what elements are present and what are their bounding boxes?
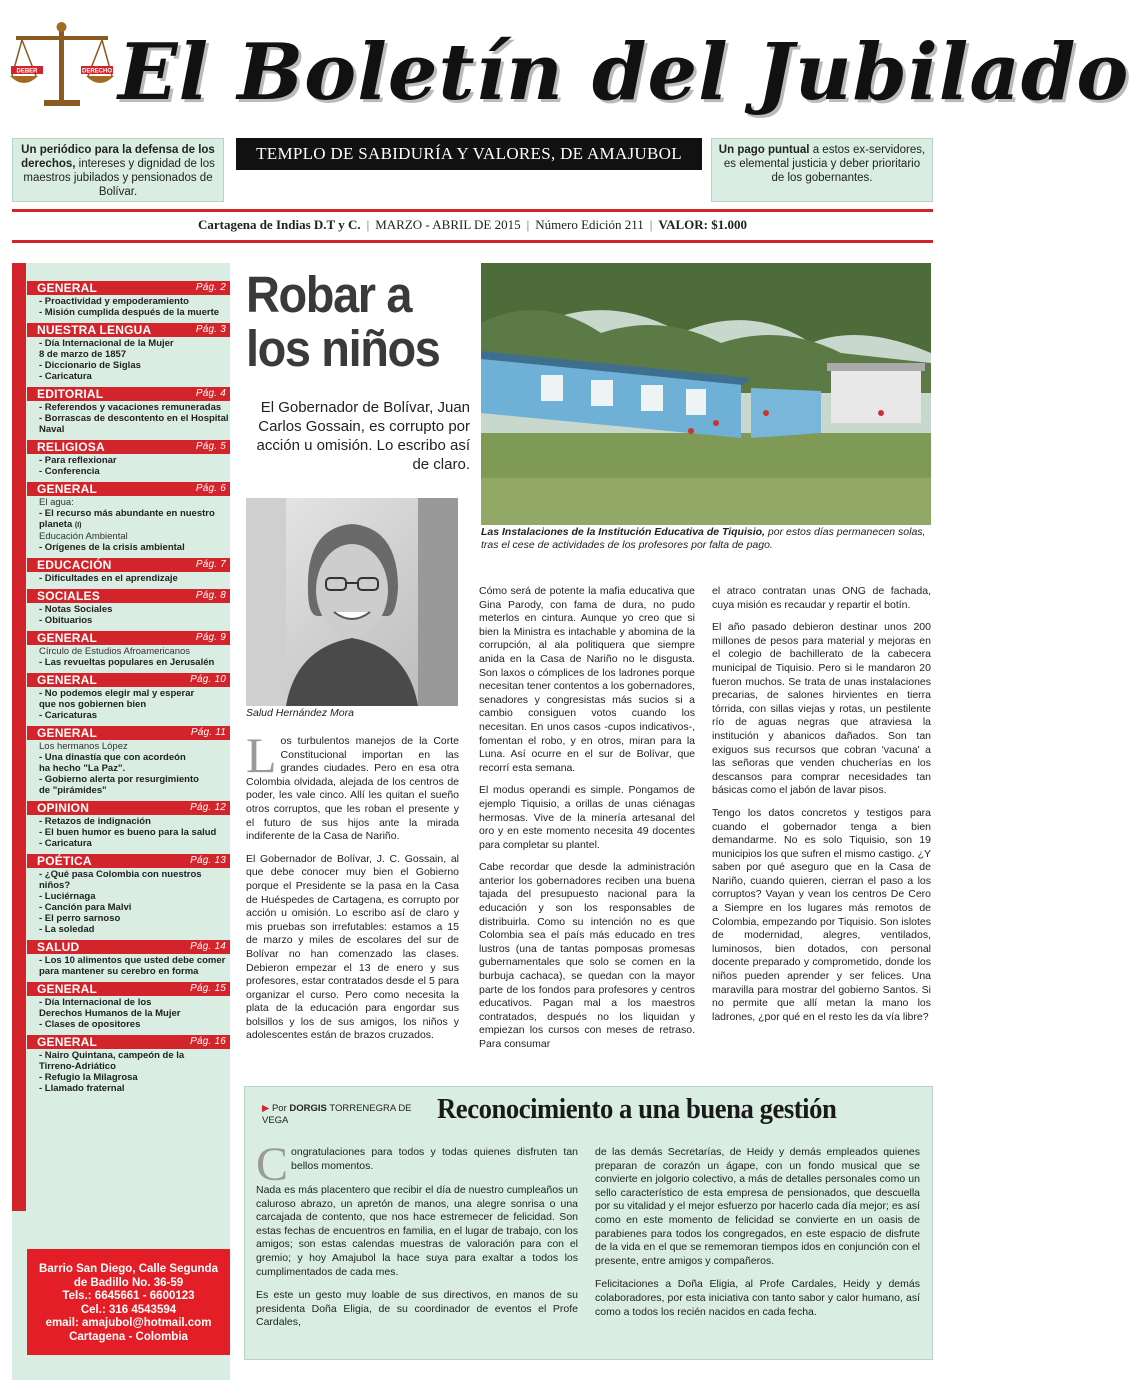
toc-section-header bbox=[27, 440, 230, 454]
toc-section-name: GENERAL bbox=[37, 982, 98, 996]
toc-section-header bbox=[27, 631, 230, 645]
toc-item bbox=[39, 604, 230, 615]
secondary-paragraph: ongratulaciones para todos y todas quienes disfruten tan bellos momentos. bbox=[291, 1146, 578, 1172]
toc-item-text: - Refugio la Milagrosa bbox=[39, 1072, 138, 1083]
toc-item-text: - ¿Qué pasa Colombia con nuestros niños? bbox=[39, 869, 202, 891]
toc-item bbox=[39, 497, 230, 508]
secondary-paragraph: Nada es más placentero que recibir el día de nuestro cumpleaños un caluroso abrazo, un apretón de manos, una alegre sonrisa o una carcajada de contento, que nos hace estremecer de felicidad. Son estas fechas de encuentros en familia, en el lugar de trabajo, con los amigos; son estas calendas muestras de valoración para con el gremio; y hoy Amajubol la hace suya para exaltar a todos los cumplimentados de cada mes. bbox=[256, 1184, 578, 1278]
masthead-title: El Boletín del Jubilado bbox=[118, 27, 1129, 118]
toc-section-name: EDITORIAL bbox=[37, 387, 104, 401]
toc-section-header bbox=[27, 558, 230, 572]
toc-item bbox=[39, 955, 230, 966]
contact-line: Barrio San Diego, Calle Segunda bbox=[39, 1263, 218, 1275]
byline-prefix: Por bbox=[271, 1103, 287, 1114]
toc-item-text: Educación Ambiental bbox=[39, 531, 128, 542]
motto-left-text: intereses y dignidad de los maestros jubilados y pensionados de Bolívar. bbox=[23, 158, 215, 198]
dateline-date: MARZO - ABRIL DE 2015 bbox=[375, 217, 521, 232]
school-photo-caption bbox=[481, 526, 931, 552]
toc-item-text: Los hermanos López bbox=[39, 741, 128, 752]
toc-section bbox=[27, 589, 230, 626]
toc-item bbox=[39, 913, 230, 924]
toc-item bbox=[39, 1050, 230, 1061]
toc-item-text: - Diccionario de Siglas bbox=[39, 360, 141, 371]
motto-right-bold: Un pago puntual bbox=[718, 144, 810, 156]
toc-page-number: Pág. 2 bbox=[195, 282, 226, 293]
secondary-column-2 bbox=[595, 1146, 920, 1329]
toc-item-text: ha hecho "La Paz". bbox=[39, 763, 126, 774]
dateline-price: VALOR: $1.000 bbox=[658, 217, 748, 232]
toc-section bbox=[27, 440, 230, 477]
dateline-edition: Número Edición 211 bbox=[535, 217, 644, 232]
toc-item-text: - Día Internacional de los bbox=[39, 997, 152, 1008]
toc-item bbox=[39, 573, 230, 584]
toc-item-text: - Borrascas de descontento en el Hospital Naval bbox=[39, 413, 229, 435]
toc-section bbox=[27, 631, 230, 668]
toc-item-text: de "pirámides" bbox=[39, 785, 107, 796]
toc-page-number: Pág. 11 bbox=[190, 727, 226, 738]
toc-item bbox=[39, 402, 230, 413]
toc-item bbox=[39, 349, 230, 360]
toc-item-text: - La soledad bbox=[39, 924, 95, 935]
toc-item bbox=[39, 966, 230, 977]
toc-section-name: RELIGIOSA bbox=[37, 440, 105, 454]
toc-section bbox=[27, 982, 230, 1030]
toc-section-name: GENERAL bbox=[37, 726, 98, 740]
toc-item bbox=[39, 785, 230, 796]
toc-item bbox=[39, 413, 230, 435]
toc-section bbox=[27, 1035, 230, 1094]
toc-item-text: para mantener su cerebro en forma bbox=[39, 966, 199, 977]
toc-item-text: que nos gobiernen bien bbox=[39, 699, 147, 710]
toc-item bbox=[39, 338, 230, 349]
toc-item-text: - Para reflexionar bbox=[39, 455, 117, 466]
toc-item bbox=[39, 508, 230, 531]
byline-arrow-icon: ▶ bbox=[262, 1103, 272, 1114]
school-caption-bold: Las Instalaciones de la Institución Educativa de Tiquisio, bbox=[481, 526, 765, 538]
motto-right bbox=[711, 138, 933, 202]
school-photo bbox=[481, 263, 931, 525]
toc-section-header bbox=[27, 387, 230, 401]
toc-section bbox=[27, 323, 230, 382]
toc-section bbox=[27, 801, 230, 849]
toc-page-number: Pág. 6 bbox=[195, 483, 226, 494]
toc-section-header bbox=[27, 854, 230, 868]
secondary-column-1 bbox=[256, 1138, 578, 1340]
toc-item-text: - Misión cumplida después de la muerte bbox=[39, 307, 220, 318]
motto-left bbox=[12, 138, 224, 202]
toc-item bbox=[39, 646, 230, 657]
toc-page-number: Pág. 9 bbox=[195, 632, 226, 643]
toc-item bbox=[39, 710, 230, 721]
toc-section-header bbox=[27, 801, 230, 815]
article-paragraph: el atraco contratan unas ONG de fachada, cuya misión es recaudar y repartir el botín. bbox=[712, 585, 931, 611]
toc-section bbox=[27, 726, 230, 796]
toc-item bbox=[39, 741, 230, 752]
table-of-contents bbox=[27, 281, 230, 1099]
scale-left-label: DEBER bbox=[16, 68, 38, 75]
toc-section-header bbox=[27, 940, 230, 954]
secondary-paragraph: de las demás Secretarías, de Heidy y demás empleados quienes preparan de corazón un ágape, con un fondo musical que se convierte en jolgorio colectivo, a más de detalles personales como un sello característico de esta empresa de pensionados, que descuella por su vitalidad y el mejor esfuerzo por hacerlo cada día mejor; es así como en este momento de felicidad se convierte en un oasis de parabienes para todos los congregados, en este espacio de disfrute de la vida en el que se rememoran tiempos idos en conjunción con el presente, entre amigos y compañeros. bbox=[595, 1146, 920, 1267]
toc-page-number: Pág. 4 bbox=[195, 388, 226, 399]
toc-section-name: GENERAL bbox=[37, 1035, 98, 1049]
toc-section-header bbox=[27, 281, 230, 295]
toc-page-number: Pág. 5 bbox=[195, 441, 226, 452]
toc-item-text: - Los 10 alimentos que usted debe comer bbox=[39, 955, 226, 966]
toc-item-text: - Orígenes de la crisis ambiental bbox=[39, 542, 185, 553]
dropcap: C bbox=[256, 1138, 289, 1191]
toc-page-number: Pág. 16 bbox=[190, 1036, 226, 1047]
toc-section bbox=[27, 387, 230, 435]
toc-item-text: - Notas Sociales bbox=[39, 604, 113, 615]
article-column-3 bbox=[712, 585, 931, 1033]
toc-item-text: - El buen humor es bueno para la salud bbox=[39, 827, 217, 838]
toc-item-text: - Caricatura bbox=[39, 838, 92, 849]
toc-item-text: - Luciérnaga bbox=[39, 891, 96, 902]
toc-item bbox=[39, 688, 230, 699]
toc-item bbox=[39, 997, 230, 1008]
toc-item bbox=[39, 1072, 230, 1083]
toc-section-name: SOCIALES bbox=[37, 589, 100, 603]
toc-section-name: GENERAL bbox=[37, 631, 98, 645]
article-paragraph: El año pasado debieron destinar unos 200 millones de pesos para material y mejoras en el colegio de bachillerato de la cabecera municipal de Tiquisio. Pero si le mandaron 20 fueron muchos. Se trata de unas instalaciones precarias, de salones hirvientes en tierra tórrida, con sillas viejas y rotas, un pestilente río de aguas negras que atraviesa la institución y abanicos dañados. Son tan exiguos sus recursos que cobran 'vacuna' a las señoras que venden chucherías en los descansos para comprar necesidades tan básicas como el jabón de lavar pisos. bbox=[712, 621, 931, 797]
toc-item bbox=[39, 360, 230, 371]
toc-item bbox=[39, 902, 230, 913]
toc-item-text: - Conferencia bbox=[39, 466, 100, 477]
toc-section-name: POÉTICA bbox=[37, 854, 92, 868]
toc-page-number: Pág. 15 bbox=[190, 983, 226, 994]
toc-section-name: GENERAL bbox=[37, 673, 98, 687]
toc-item-text: Tirreno-Adriático bbox=[39, 1061, 116, 1072]
toc-section bbox=[27, 558, 230, 584]
toc-item bbox=[39, 466, 230, 477]
toc-item-text: - Referendos y vacaciones remuneradas bbox=[39, 402, 222, 413]
divider-bottom bbox=[12, 240, 933, 243]
toc-item-text: - No podemos elegir mal y esperar bbox=[39, 688, 195, 699]
toc-item bbox=[39, 657, 230, 668]
toc-item bbox=[39, 1061, 230, 1072]
toc-item-text: - Proactividad y empoderamiento bbox=[39, 296, 189, 307]
toc-section-header bbox=[27, 323, 230, 337]
toc-item-text: 8 de marzo de 1857 bbox=[39, 349, 127, 360]
motto-right-text: a estos ex-servidores, es elemental justicia y deber prioritario de los gobernantes. bbox=[723, 144, 926, 184]
contact-line: Cartagena - Colombia bbox=[69, 1330, 188, 1343]
toc-section-header bbox=[27, 982, 230, 996]
byline-name: DORGIS bbox=[289, 1103, 327, 1114]
article-paragraph: Cabe recordar que desde la administración anterior los gobernadores reciben una buena tajada del presupuesto nacional para la educación y son los responsables de distribuirla. Como su intención no es que Colombia sea el país más educado en tres lustros (una de tantas pomposas promesas gubernamentales que solo se comen en la burbuja cachaca), se quedan con la mayor parte de los fondos para profesores y centros educativos. Pagan mal a los maestros contratados, después no los liquidan y empiezan los cursos con meses de retraso. Para consumar bbox=[479, 861, 695, 1050]
divider-top bbox=[12, 209, 933, 212]
toc-item bbox=[39, 774, 230, 785]
article-paragraph: El Gobernador de Bolívar, J. C. Gossain, al que debe conocer muy bien el Gobierno porque el Presidente se la pasa en la Casa de Huéspedes de Cartagena, es corrupto por acción u omisión. Lo escribo así de claro y mis pruebas son irrefutables: estamos a 15 de marzo y miles de escolares del sur de Bolívar no han comenzado las clases. Debieron empezar el 13 de enero y sus profesores, estar contratados desde el 5 para organizar el curso. Pero como necesita la plata de la educación para engordar sus bolsillos y los de sus amigos, los niños y adolescentes están de brazos cruzados. bbox=[246, 852, 459, 1042]
toc-section-name: NUESTRA LENGUA bbox=[37, 323, 152, 337]
toc-item-text: Círculo de Estudios Afroamericanos bbox=[39, 646, 191, 657]
toc-item-text: - Obituarios bbox=[39, 615, 93, 626]
toc-item bbox=[39, 531, 230, 542]
headline-deck: El Gobernador de Bolívar, Juan Carlos Gossain, es corrupto por acción u omisión. Lo escribo así de claro. bbox=[256, 399, 470, 473]
toc-item bbox=[39, 307, 230, 318]
article-paragraph: Cómo será de potente la mafia educativa que Gina Parody, con fama de dura, no pudo meterlos en cintura. Aunque yo creo que si bien la Ministra es intachable y abomina de la corrupción, al ala politiquera que siempre anida en la Casa de Nariño no le disgusta. Son laxos o cómplices de los ladrones porque necesitan tener contentos a los gobernadores, senadores y congresistas más sucios si a cambio consiguen votos cuando los necesitan. En unos casos -cupos indicativos-, fomentan el robo, y en otros, miran para la Luna. Así ocurre en el sur de Bolívar, que recorrí esta semana. bbox=[479, 585, 695, 774]
article-paragraph: os turbulentos manejos de la Corte Constitucional importan en las grandes ciudades. Pero en esa otra Colombia olvidada, alejada de los centros de poder, les vale cinco. Allí les quitan el sueño otros corruptos, que les roban el presente y el futuro de sus hijos ante la mirada indiferente de la Casa de Nariño. bbox=[246, 735, 459, 843]
toc-page-number: Pág. 3 bbox=[195, 324, 226, 335]
toc-section-header bbox=[27, 1035, 230, 1049]
toc-item bbox=[39, 296, 230, 307]
toc-item-text: - Retazos de indignación bbox=[39, 816, 151, 827]
toc-item-text: El agua: bbox=[39, 497, 74, 508]
toc-section-name: SALUD bbox=[37, 940, 80, 954]
toc-section bbox=[27, 854, 230, 935]
dropcap: L bbox=[246, 727, 277, 783]
secondary-headline: Reconocimiento a una buena gestión bbox=[437, 1093, 837, 1125]
contact-line: Cel.: 316 4543594 bbox=[80, 1303, 177, 1316]
toc-item bbox=[39, 542, 230, 553]
article-column-1 bbox=[246, 727, 459, 1052]
toc-item bbox=[39, 763, 230, 774]
toc-page-number: Pág. 14 bbox=[190, 941, 226, 952]
toc-section bbox=[27, 281, 230, 318]
article-paragraph: El modus operandi es simple. Pongamos de ejemplo Tiquisio, a orillas de unas ciénagas hermosas. Vive de la minería artesanal del oro y en este momento necesita 49 docentes para completar su plantel. bbox=[479, 784, 695, 851]
toc-page-number: Pág. 12 bbox=[190, 802, 226, 813]
dateline: Cartagena de Indias D.T y C. | MARZO - ABRIL DE 2015 | Número Edición 211 | VALOR: $1.000 bbox=[197, 217, 748, 232]
article-paragraph: Tengo los datos concretos y testigos para cuando el gobernador tenga a bien demandarme. No es solo Tiquisio, son 19 municipios los que sufren el mismo castigo. ¿Y saben por qué aseguro que en la Casa de Nariño, cuando quieren, cierran el paso a los corruptos? Vayan y vean los centros De Cero a Siempre en los lugares más remotos de Colombia, empezando por Tiquisio. Son islotes de modernidad, alegres, ventilados, luminosos, bien dotados, con personal docente preparado y comprometido, donde los niños pueden aprender y ser felices. Una maravilla para mostrar del gobierno Santos. Si no permite que allí metan la mano los ladrones, ¿por qué en el resto les da vía libre? bbox=[712, 806, 931, 1023]
toc-section-name: GENERAL bbox=[37, 281, 98, 295]
toc-item bbox=[39, 1083, 230, 1094]
toc-item bbox=[39, 827, 230, 838]
toc-page-number: Pág. 10 bbox=[190, 674, 226, 685]
sidebar-red-strip bbox=[12, 263, 26, 1211]
toc-section-name: EDUCACIÓN bbox=[37, 558, 112, 572]
toc-item-text: - El recurso más abundante en nuestro planeta bbox=[39, 508, 215, 530]
toc-item bbox=[39, 891, 230, 902]
toc-section-header bbox=[27, 673, 230, 687]
toc-item-text: - Una dinastía que con acordeón bbox=[39, 752, 186, 763]
headline-line2: los niños bbox=[246, 320, 440, 377]
toc-item-text: - Canción para Malvi bbox=[39, 902, 132, 913]
toc-section bbox=[27, 940, 230, 977]
toc-page-number: Pág. 13 bbox=[190, 855, 226, 866]
toc-item bbox=[39, 455, 230, 466]
byline bbox=[262, 1103, 422, 1127]
toc-item bbox=[39, 1008, 230, 1019]
tagline-bar: TEMPLO DE SABIDURÍA Y VALORES, DE AMAJUBOL bbox=[236, 138, 702, 170]
toc-item-text: - Caricaturas bbox=[39, 710, 98, 721]
secondary-paragraph: Es este un gesto muy loable de sus directivos, en manos de su presidenta Doña Eligia, de su coordinador de eventos el Profe Cardales, bbox=[256, 1289, 578, 1329]
school-caption-text: por estos días permanecen solas, tras el cese de actividades de los profesores por falta de pago. bbox=[481, 526, 926, 551]
toc-item-text: - Las revueltas populares en Jerusalén bbox=[39, 657, 215, 668]
toc-page-number: Pág. 8 bbox=[195, 590, 226, 601]
toc-page-number: Pág. 7 bbox=[195, 559, 226, 570]
toc-item-text: - Clases de opositores bbox=[39, 1019, 141, 1030]
toc-item-sup: (I) bbox=[74, 522, 82, 529]
toc-item bbox=[39, 924, 230, 935]
toc-item-text: - Dificultades en el aprendizaje bbox=[39, 573, 178, 584]
byline-surname: TORRENEGRA DE VEGA bbox=[262, 1103, 412, 1126]
toc-item-text: - Día Internacional de la Mujer bbox=[39, 338, 174, 349]
portrait-photo bbox=[246, 498, 458, 706]
toc-item bbox=[39, 615, 230, 626]
toc-item bbox=[39, 699, 230, 710]
toc-item bbox=[39, 371, 230, 382]
secondary-paragraph: Felicitaciones a Doña Eligia, al Profe Cardales, Heidy y demás colaboradores, por esta iniciativa con tanto sabor y calor humano, así como a todos los recién nacidos en cada fecha. bbox=[595, 1278, 920, 1318]
dateline-city: Cartagena de Indias D.T y C. bbox=[197, 217, 361, 232]
toc-item-text: - Caricatura bbox=[39, 371, 92, 382]
toc-item bbox=[39, 816, 230, 827]
toc-section-header bbox=[27, 589, 230, 603]
toc-section-name: OPINION bbox=[37, 801, 90, 815]
toc-section bbox=[27, 482, 230, 553]
toc-item bbox=[39, 752, 230, 763]
toc-item-text: Derechos Humanos de la Mujer bbox=[39, 1008, 181, 1019]
portrait-caption: Salud Hernández Mora bbox=[246, 707, 354, 719]
toc-item bbox=[39, 869, 230, 891]
article-column-2 bbox=[479, 585, 695, 1061]
toc-item-text: - Llamado fraternal bbox=[39, 1083, 125, 1094]
main-headline bbox=[246, 268, 458, 376]
toc-section-name: GENERAL bbox=[37, 482, 98, 496]
toc-item bbox=[39, 1019, 230, 1030]
scale-right-label: DERECHO bbox=[81, 68, 113, 75]
contact-line: email: amajubol@hotmail.com bbox=[45, 1317, 212, 1329]
toc-item-text: - El perro sarnoso bbox=[39, 913, 121, 924]
contact-box bbox=[27, 1249, 230, 1355]
contact-line: Tels.: 6645661 - 6600123 bbox=[62, 1290, 195, 1302]
toc-section bbox=[27, 673, 230, 721]
motto-left-bold: Un periódico para la defensa de los derechos, bbox=[21, 144, 215, 170]
headline-line1: Robar a bbox=[246, 266, 412, 323]
toc-item bbox=[39, 838, 230, 849]
toc-section-header bbox=[27, 482, 230, 496]
toc-section-header bbox=[27, 726, 230, 740]
scales-of-justice-logo bbox=[8, 18, 116, 118]
toc-item-text: - Gobierno alerta por resurgimiento bbox=[39, 774, 199, 785]
contact-line: de Badillo No. 36-59 bbox=[73, 1276, 184, 1289]
toc-item-text: - Nairo Quintana, campeón de la bbox=[39, 1050, 185, 1061]
